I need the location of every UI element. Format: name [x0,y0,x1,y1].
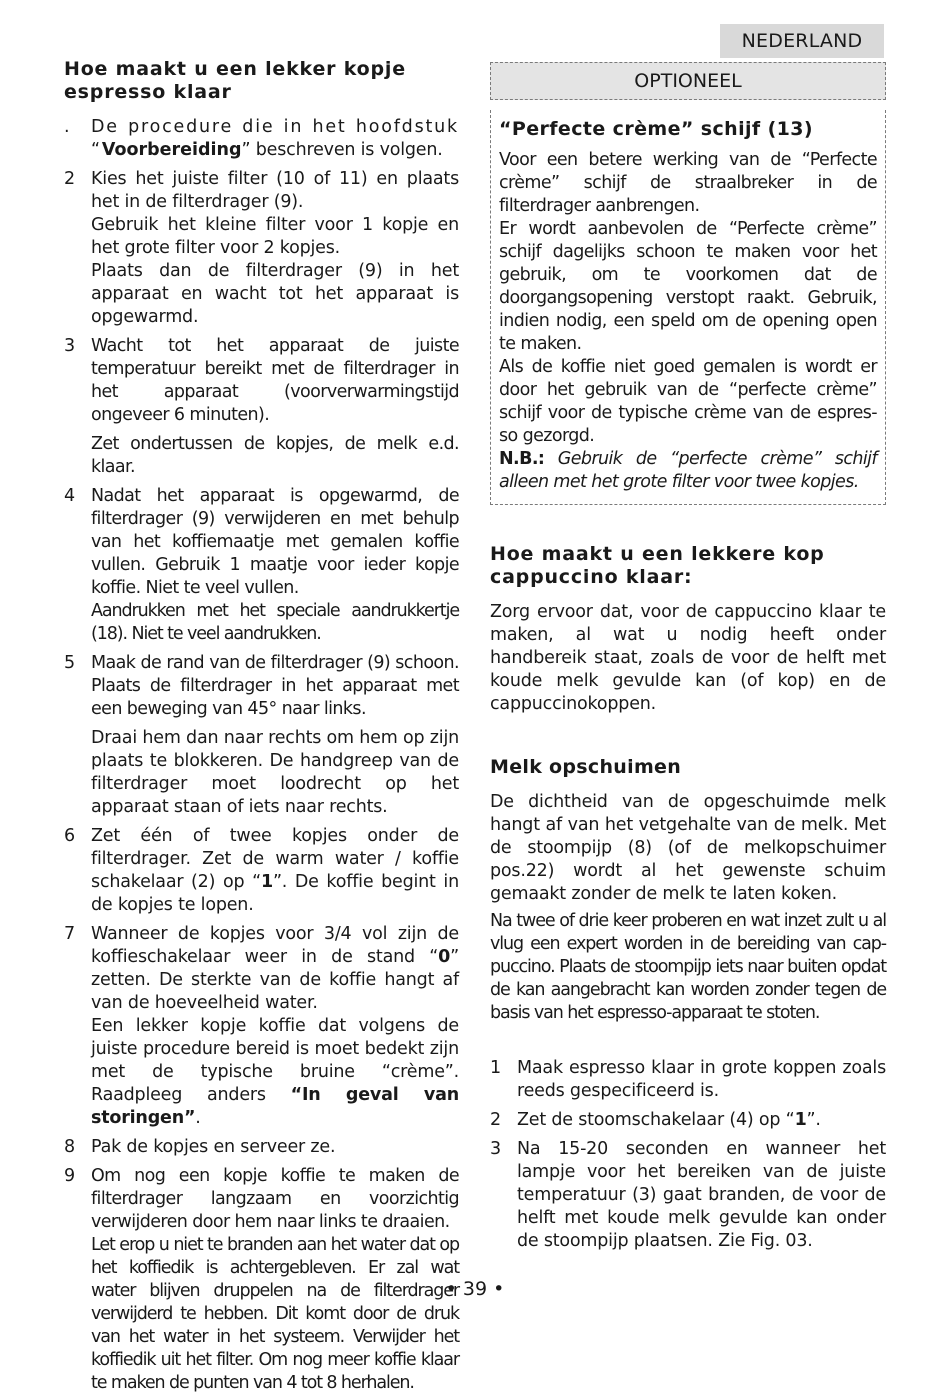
perfect-creme-heading: “Perfecte crème” schijf (13) [499,118,813,140]
page-number: • 39 • [445,1278,505,1300]
left-column [64,58,459,1395]
note: N.B.: Gebruik de “perfecte crème” schijf alleen met het grote filter voor twee kopjes. [499,449,877,492]
list-item: . De procedure die in het hoofdstuk “Voorbereiding” beschreven is volgen. [64,117,459,160]
list-item: 2 Kies het juiste filter (10 of 11) en plaats het in de filterdrager (9). Gebruik het kleine filter voor 1 kopje en het grote filter voor 2 kopjes. Plaats dan de filterdrager (9) in het apparaat en wacht tot het apparaat is opgewarmd. [64,169,459,327]
list-item: 5 Maak de rand van de filterdrager (9) schoon. Plaats de filterdrager in het apparaat met een beweging van 45° naar links. Draai hem dan naar rechts om hem op zijn plaats te blokkeren. De handgreep van de filterdrager moet loodrecht op het apparaat staan of iets naar rechts. [64,653,459,817]
espresso-steps [64,116,459,1395]
list-item: 2 Zet de stoomschakelaar (4) op “1”. [490,1110,821,1130]
list-item: 6 Zet één of twee kopjes onder de filterdrager. Zet de warm water / koffie schakelaar (2) op “1”. De koffie begint in de kopjes te lopen. [64,826,459,915]
right-column: OPTIONEEL “Perfecte crème” schijf (13) Voor een betere werking van de “Perfecte crème” schijf de straalbreker in de filterdrager aanbrengen. Er wordt aanbevolen de “Perfecte crème” schijf dagelijks schoon te maken voor het gebruik, om te voorkomen dat de doorgangsopening verstopt raakt. Gebruik, indien nodig, een speld om de opening open te maken. Als de koffie niet goed gemalen is wordt er door het gebruik van de “perfecte crème” schijf voor de typische crème van de espres-so gezorgd. N.B.: Gebruik de “perfecte crème” schijf alleen met het grote filter voor twee kopjes. Hoe maakt u een lekkere kop cappuccino klaar: Zorg ervoor dat, voor de cappuccino klaar te maken, al wat u nodig heeft onder handbereik staat, zoals de voor de helft met koude melk gevulde kan (of kop) en de cappuccinokoppen. Melk opschuimen De dichtheid van de opgeschuimde melk hangt af van het vetgehalte van de melk. Met de stoompijp (8) (of de melkopschuimer pos.22) wordt al het gewenste schuim gemaakt zonder de melk te laten koken. Na twee of drie keer proberen en wat inzet zult u al vlug een expert worden in de bereiding van cap-puccino. Plaats de stoompijp iets naar buiten opdat de kan aangebracht kan worden zonder tegen de basis van het espresso-apparaat te stoten. 1 Maak espresso klaar in grote koppen zoals reeds gespecificeerd is. 2 Zet de stoomschakelaar (4) op “1”. 3 Na 15-20 seconden en wanneer het lampje voor het bereiken van de juiste temperatuur (3) gaat branden, de voor de helft met koude melk gevulde kan onder de stoompijp plaatsen. Zie Fig. 03. [490,62,886,1253]
list-item: 4 Nadat het apparaat is opgewarmd, de filterdrager (9) verwijderen en met behulp van het koffiemaatje met gemalen koffie vullen. Gebruik 1 maatje voor ieder kopje koffie. Niet te veel vullen. Aandrukken met het speciale aandrukkertje (18). Niet te veel aandrukken. [64,486,459,644]
list-item: 7 Wanneer de kopjes voor 3/4 vol zijn de koffieschakelaar weer in de stand “0” zetten. De sterkte van de koffie hangt af van de hoeveelheid water. Een lekker kopje koffie dat volgens de juiste procedure bereid is moet bedekt zijn met de typische bruine “crème”. Raadpleeg anders “In geval van storingen”. [64,924,460,1128]
milk-steps [490,1057,886,1253]
milk-heading: Melk opschuimen [490,756,682,778]
cappuccino-heading: Hoe maakt u een lekkere kop cappuccino klaar: [490,543,825,588]
optional-banner: OPTIONEEL [490,62,886,100]
list-item: 9 Om nog een kopje koffie te maken de filterdrager langzaam en voorzichtig verwijderen door hem naar links te draaien. Let erop u niet te branden aan het water dat op het koffiedik is achtergebleven. Er zal wat water blijven druppelen na de filterdrager verwijderd te hebben. Dit komt door de druk van het water in het systeem. Verwijder het koffiedik uit het filter. Om nog meer koffie klaar te maken de punten van 4 tot 8 herhalen. [64,1166,459,1393]
list-item: 1 Maak espresso klaar in grote koppen zoals reeds gespecificeerd is. [490,1058,886,1101]
perfect-creme-box: “Perfecte crème” schijf (13) Voor een betere werking van de “Perfecte crème” schijf de straalbreker in de filterdrager aanbrengen. Er wordt aanbevolen de “Perfecte crème” schijf dagelijks schoon te maken voor het gebruik, om te voorkomen dat de doorgangsopening verstopt raakt. Gebruik, indien nodig, een speld om de opening open te maken. Als de koffie niet goed gemalen is wordt er door het gebruik van de “perfecte crème” schijf voor de typische crème van de espres-so gezorgd. N.B.: Gebruik de “perfecte crème” schijf alleen met het grote filter voor twee kopjes. [490,110,886,505]
list-item: 3 Wacht tot het apparaat de juiste temperatuur bereikt met de filterdrager in het apparaat (voorverwarmingstijd ongeveer 6 minuten). Zet ondertussen de kopjes, de melk e.d. klaar. [64,336,459,477]
list-item: 3 Na 15-20 seconden en wanneer het lampje voor het bereiken van de juiste temperatuur (3) gaat branden, de voor de helft met koude melk gevulde kan onder de stoompijp plaatsen. Zie Fig. 03. [490,1139,886,1251]
list-item: 8 Pak de kopjes en serveer ze. [64,1137,336,1157]
language-tab: NEDERLAND [720,24,884,58]
espresso-heading: Hoe maakt u een lekker kopje espresso klaar [64,58,406,103]
